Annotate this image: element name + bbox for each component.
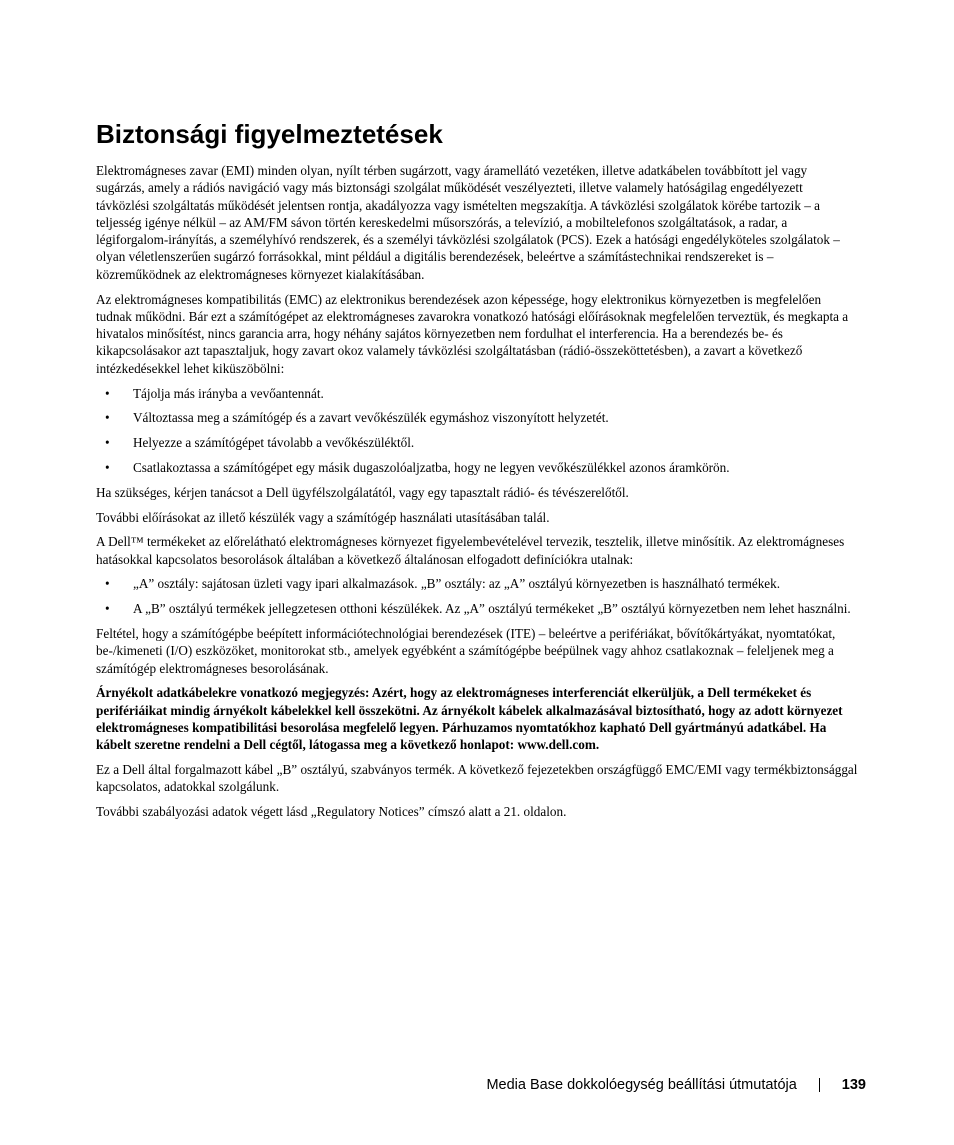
- bullet-icon: •: [105, 459, 110, 475]
- bullet-icon: •: [105, 601, 110, 617]
- page-footer: [486, 1075, 866, 1095]
- interference-measures-list: [96, 385, 858, 477]
- list-item: • A „B” osztályú termékek jellegzetesen otthoni készülékek. Az „A” osztályú termékeket „B” osztályú környezetben nem lehet használni.: [105, 601, 851, 617]
- bullet-icon: •: [105, 410, 110, 426]
- footer-separator: [819, 1078, 820, 1092]
- list-item: • Változtassa meg a számítógép és a zavart vevőkészülék egymáshoz viszonyított helyzetét.: [105, 410, 609, 426]
- paragraph-dell-support: Ha szükséges, kérjen tanácsot a Dell ügyfélszolgálatától, vagy egy tapasztalt rádió- és tévészerelőtől.: [96, 484, 629, 500]
- page-title: Biztonsági figyelmeztetések: [96, 119, 443, 149]
- list-item: • Csatlakoztassa a számítógépet egy másik dugaszolóaljzatba, hogy ne legyen vevőkészülékkel azonos áramkörön.: [105, 459, 730, 475]
- paragraph-further-regulations: További előírásokat az illető készülék vagy a számítógép használati utasításában talál.: [96, 509, 550, 525]
- paragraph-ite-requirement: Feltétel, hogy a számítógépbe beépített információtechnológiai berendezések (ITE) – beleértve a perifériákat, bővítőkártyákat, nyomtatókat, be-/kimeneti (I/O) eszközöket, monitorokat stb., amelyek egyébként a számítógépbe beépülnek vagy ahhoz csatlakoznak – feleljenek meg a számítógép elektromágneses besorolásának.: [96, 626, 836, 676]
- page-number: 139: [841, 1077, 866, 1093]
- paragraph-cable-class: Ez a Dell által forgalmazott kábel „B” osztályú, szabványos termék. A következő fejezetekben országfüggő EMC/EMI vagy termékbiztonsággal kapcsolatos, adatokkal szolgálunk.: [96, 762, 858, 795]
- bullet-icon: •: [105, 576, 110, 592]
- body-text: [96, 162, 858, 828]
- paragraph-regulatory-notices: További szabályozási adatok végett lásd „Regulatory Notices” címszó alatt a 21. oldalon.: [96, 804, 567, 820]
- paragraph-emi-definition: Elektromágneses zavar (EMI) minden olyan, nyílt térben sugárzott, vagy áramellátó vezetéken, illetve adatkábelen továbbított jel vagy sugárzás, amely a rádiós navigáció vagy más biztonsági szolgálat működését veszélyezteti, illetve valamely hatóságilag engedélyezett távközlési szolgáltatás működését jelentsen rontja, akadályozza vagy ismételten megszakítja. A távközlési szolgálatok körébe tartozik – a teljesség igénye nélkül – az AM/FM sávon történ kereskedelmi műsorszórás, a televízió, a mobiltelefonos szolgáltatások, a radar, a légiforgalom-irányítás, a személyhívó rendszerek, és a személyi távközlési szolgálatok (PCS). Ezek a hatósági engedélyköteles szolgálatok – olyan véletlenszerűen sugárzó forrásokkal, mint például a digitális berendezések, beleértve a számítástechnikai rendszereket is – közreműködnek az elektromágneses környezet kialakításában.: [96, 163, 840, 282]
- paragraph-dell-classification: A Dell™ termékeket az előrelátható elektromágneses környezet figyelembevételével tervezik, tesztelik, illetve minősítik. Az elektromágneses hatásokkal kapcsolatos besorolások általában a következő általánosan elfogadott definíciókra utalnak:: [96, 534, 845, 567]
- bullet-icon: •: [105, 435, 110, 451]
- bullet-icon: •: [105, 385, 110, 401]
- paragraph-emc-definition: Az elektromágneses kompatibilitás (EMC) az elektronikus berendezések azon képessége, hogy elektronikus környezetben is megfelelően tudnak működni. Bár ezt a számítógépet az elektromágneses zavarokra vonatkozó hatósági előírásoknak megfelelően terveztük, és megkapta a hivatalos minősítést, nincs garancia arra, hogy néhány sajátos környezetben nem fordulhat el interferencia. Ha a berendezés be- és kikapcsolásakor azt tapasztaljuk, hogy zavart okoz valamely távközlési szolgáltatásban (rádió-összeköttetésben), a zavart a következő intézkedésekkel lehet kiküszöbölni:: [96, 291, 849, 376]
- list-item: • Helyezze a számítógépet távolabb a vevőkészüléktől.: [105, 435, 415, 451]
- footer-doc-title: Media Base dokkolóegység beállítási útmutatója: [486, 1077, 797, 1093]
- paragraph-shielded-cable-note: Árnyékolt adatkábelekre vonatkozó megjegyzés: Azért, hogy az elektromágneses interferenciát elkerüljük, a Dell termékeket és perifériáikat mindig árnyékolt kábelekkel kell összekötni. Az árnyékolt kábelek alkalmazásával biztosítható, hogy az adott környezet elektromágneses kompatibilitási besorolása megfelelő legyen. Párhuzamos nyomtatókhoz kapható Dell gyártmányú adatkábel. Ha kábelt szeretne rendelni a Dell cégtől, látogassa meg a következő honlapot: www.dell.com.: [96, 685, 843, 753]
- list-item: • Tájolja más irányba a vevőantennát.: [105, 385, 324, 401]
- class-definitions-list: [96, 575, 858, 617]
- list-item: • „A” osztály: sajátosan üzleti vagy ipari alkalmazások. „B” osztály: az „A” osztályú környezetben is használható termékek.: [105, 576, 781, 592]
